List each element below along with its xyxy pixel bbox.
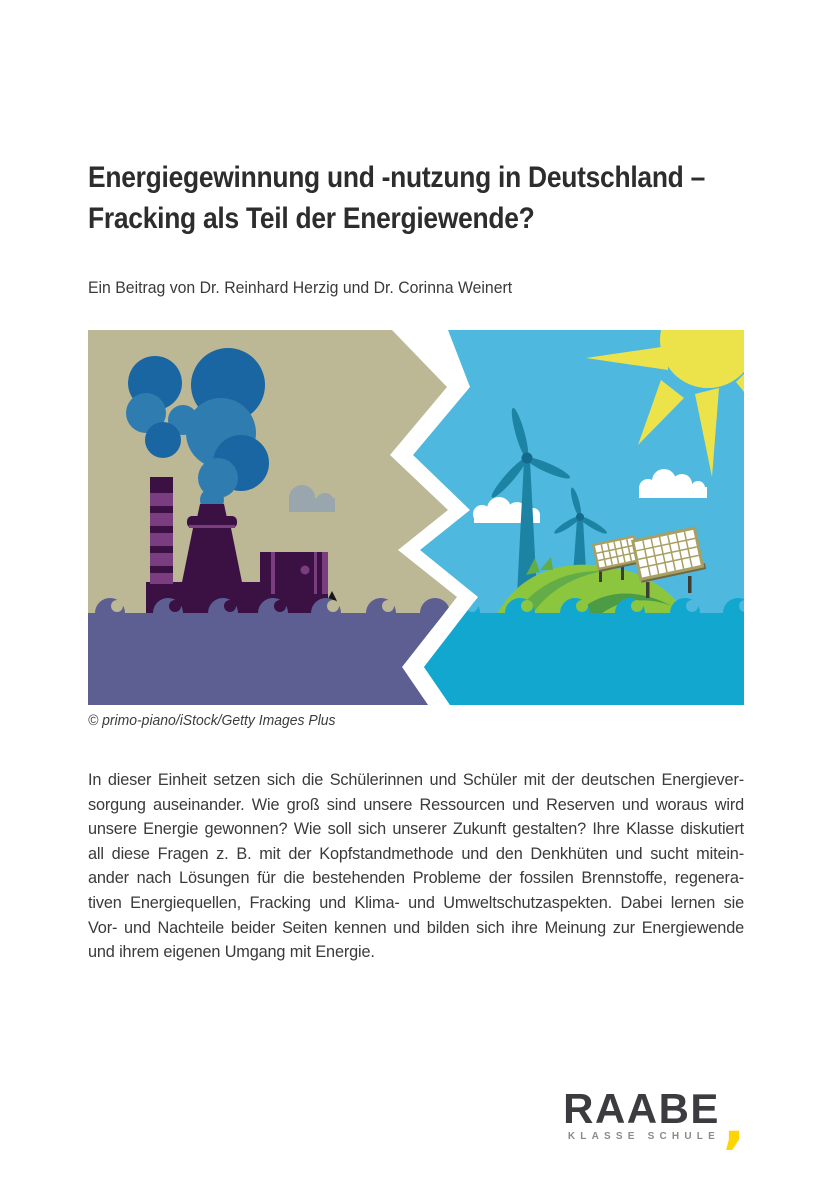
paragraph-line: tiven Energiequellen, Fracking und Klima- und Umweltschutzaspekten. Dabei lernen sie xyxy=(88,893,744,912)
raabe-logo-tagline: KLASSE SCHULE xyxy=(567,1131,720,1142)
factory-chimney-icon xyxy=(150,477,173,600)
paragraph-line: ander nach Lösungen für die bestehenden Probleme der fossilen Brennstoffe, regenera- xyxy=(88,869,744,888)
page-title-line1: Energiegewinnung und -nutzung in Deutschland – xyxy=(88,161,706,194)
hero-illustration xyxy=(88,330,744,705)
raabe-logo-wordmark: RAABE xyxy=(563,1085,720,1132)
byline: Ein Beitrag von Dr. Reinhard Herzig und Dr. Corinna Weinert xyxy=(88,278,513,297)
cooling-tower-icon xyxy=(178,504,246,602)
paragraph-line: In dieser Einheit setzen sich die Schülerinnen und Schüler mit der deutschen Energiever- xyxy=(88,771,744,789)
paragraph-line: und ihrem eigenen Umgang mit Energie. xyxy=(88,943,375,962)
intro-paragraph xyxy=(88,768,744,965)
paragraph-line: Vor- und Nachteile beider Seiten kennen und bilden sich ihre Meinung zur Energiewende xyxy=(88,918,744,937)
image-credit: © primo-piano/iStock/Getty Images Plus xyxy=(88,712,336,729)
paragraph-line: unsere Energie gewonnen? Wie soll sich unserer Zukunft gestalten? Ihre Klasse diskutiert xyxy=(88,820,744,839)
factory-building-icon xyxy=(260,552,328,594)
raabe-logo xyxy=(563,1085,745,1156)
energy-split-illustration xyxy=(88,330,744,705)
paragraph-line: sorgung auseinander. Wie groß sind unsere Ressourcen und Reserven und woraus wird xyxy=(88,795,744,814)
raabe-logo-comma: , xyxy=(722,1088,745,1156)
paragraph-line: all diese Fragen z. B. mit der Kopfstandmethode und den Denkhüten und sucht mitein- xyxy=(88,844,744,863)
page-title-line2: Fracking als Teil der Energiewende? xyxy=(88,202,535,235)
page-title xyxy=(88,157,705,239)
